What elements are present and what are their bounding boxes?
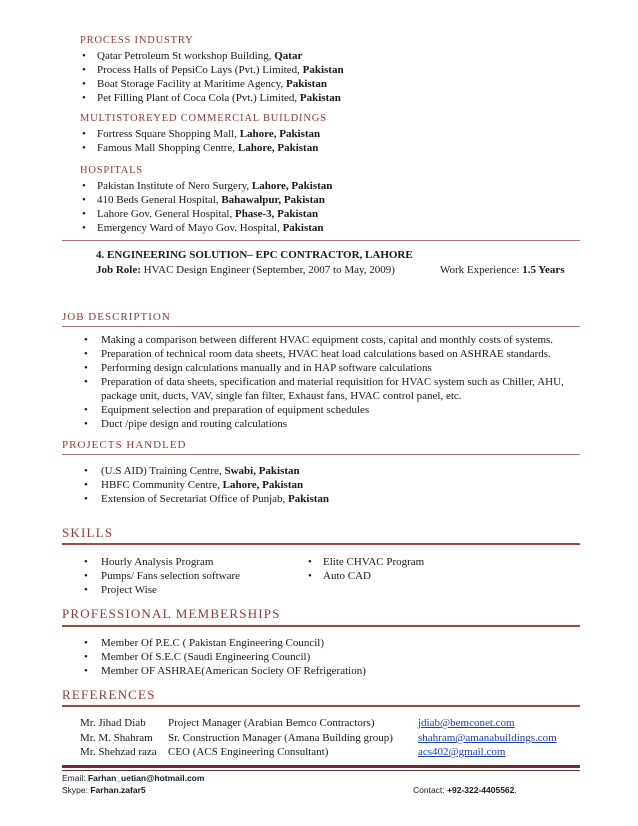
- list-item: • Duct /pipe design and routing calculations: [80, 417, 580, 431]
- list-item: • Lahore Gov. General Hospital, Phase-3, Pakistan: [80, 207, 332, 221]
- list-item: • Performing design calculations manually and in HAP software calculations: [80, 361, 580, 375]
- list-item: • Member Of S.E.C (Saudi Engineering Council): [80, 650, 366, 664]
- list-item: • Member OF ASHRAE(American Society OF Refrigeration): [80, 664, 366, 678]
- list-item: • HBFC Community Centre, Lahore, Pakistan: [80, 478, 329, 492]
- job-description-list: [80, 333, 580, 431]
- reference-email-link[interactable]: shahram@amanabuildings.com: [418, 732, 557, 744]
- process-industry-heading: PROCESS INDUSTRY: [80, 35, 194, 46]
- list-item: • Pakistan Institute of Nero Surgery, Lahore, Pakistan: [80, 179, 332, 193]
- list-item: • Qatar Petroleum St workshop Building, Qatar: [80, 49, 344, 63]
- list-item: • Member Of P.E.C ( Pakistan Engineering Council): [80, 636, 366, 650]
- list-item: • Project Wise: [80, 583, 240, 597]
- reference-role: Sr. Construction Manager (Amana Building group): [168, 732, 393, 744]
- list-item: • Equipment selection and preparation of equipment schedules: [80, 403, 580, 417]
- list-item: • Boat Storage Facility at Maritime Agency, Pakistan: [80, 77, 344, 91]
- hospitals-list: [80, 179, 332, 235]
- footer-contact: Contact: +92-322-4405562.: [413, 785, 517, 795]
- list-item: • Preparation of technical room data sheets, HVAC heat load calculations based on ASHRAE standards.: [80, 347, 580, 361]
- list-item: • Fortress Square Shopping Mall, Lahore, Pakistan: [80, 127, 320, 141]
- divider: [62, 543, 580, 545]
- list-item: • Making a comparison between different HVAC equipment costs, capital and monthly costs of systems.: [80, 333, 580, 347]
- list-item: • Famous Mall Shopping Centre, Lahore, Pakistan: [80, 141, 320, 155]
- divider: [62, 705, 580, 707]
- reference-name: Mr. M. Shahram: [80, 732, 153, 744]
- skills-right-list: [306, 555, 424, 583]
- reference-role: Project Manager (Arabian Bemco Contractors): [168, 717, 375, 729]
- list-item: • Preparation of data sheets, specification and material requisition for HVAC system such as Chiller, AHU, package unit, ducts, VAV, single fan filter, Exhaust fans, HVAC control panel, etc.: [80, 375, 580, 403]
- references-title: REFERENCES: [62, 687, 156, 702]
- reference-role: CEO (ACS Engineering Consultant): [168, 746, 329, 758]
- skills-left-list: [80, 555, 240, 597]
- multistoreyed-heading: MULTISTOREYED COMMERCIAL BUILDINGS: [80, 113, 327, 124]
- list-item: • Pet Filling Plant of Coca Cola (Pvt.) Limited, Pakistan: [80, 91, 344, 105]
- memberships-title: PROFESSIONAL MEMBERSHIPS: [62, 606, 281, 621]
- footer-skype: Skype: Farhan.zafar5: [62, 785, 146, 795]
- process-industry-list: [80, 49, 344, 105]
- list-item: • Auto CAD: [306, 569, 424, 583]
- footer-email: Email: Farhan_uetian@hotmail.com: [62, 773, 205, 783]
- footer-divider: [62, 770, 580, 771]
- company-title: 4. ENGINEERING SOLUTION– EPC CONTRACTOR, LAHORE: [96, 249, 413, 261]
- projects-list: [80, 464, 329, 506]
- footer-divider: [62, 765, 580, 768]
- job-role: Job Role: HVAC Design Engineer (September, 2007 to May, 2009): [96, 264, 395, 276]
- list-item: • Elite CHVAC Program: [306, 555, 424, 569]
- skills-title: SKILLS: [62, 525, 114, 540]
- divider: [62, 625, 580, 627]
- job-description-title: JOB DESCRIPTION: [62, 311, 171, 323]
- reference-email-link[interactable]: acs402@gmail.com: [418, 746, 506, 758]
- hospitals-heading: HOSPITALS: [80, 165, 143, 176]
- list-item: • Process Halls of PepsiCo Lays (Pvt.) Limited, Pakistan: [80, 63, 344, 77]
- list-item: • 410 Beds General Hospital, Bahawalpur, Pakistan: [80, 193, 332, 207]
- list-item: • Pumps/ Fans selection software: [80, 569, 240, 583]
- list-item: • Emergency Ward of Mayo Gov. Hospital, Pakistan: [80, 221, 332, 235]
- projects-handled-title: PROJECTS HANDLED: [62, 439, 187, 451]
- divider: [62, 326, 580, 327]
- divider: [62, 240, 580, 241]
- reference-name: Mr. Shehzad raza: [80, 746, 157, 758]
- list-item: • Extension of Secretariat Office of Punjab, Pakistan: [80, 492, 329, 506]
- memberships-list: [80, 636, 366, 678]
- list-item: • (U.S AID) Training Centre, Swabi, Pakistan: [80, 464, 329, 478]
- divider: [62, 454, 580, 455]
- work-experience: Work Experience: 1.5 Years: [440, 264, 565, 276]
- reference-name: Mr. Jihad Diab: [80, 717, 146, 729]
- reference-email-link[interactable]: jdiab@bemconet.com: [418, 717, 515, 729]
- list-item: • Hourly Analysis Program: [80, 555, 240, 569]
- multistoreyed-list: [80, 127, 320, 155]
